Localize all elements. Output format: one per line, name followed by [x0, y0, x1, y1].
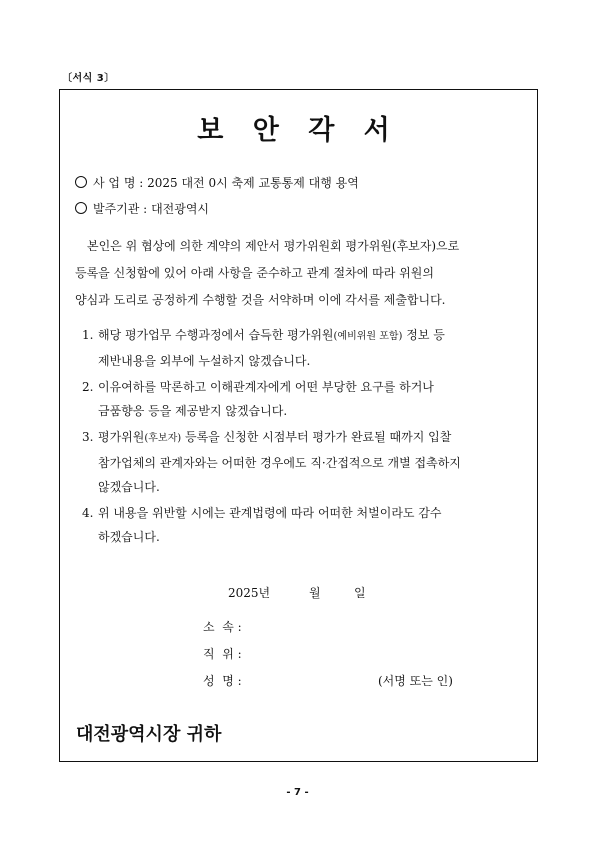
agency-label: 발주기관 : — [93, 202, 148, 216]
agency-row — [75, 200, 209, 217]
circle-bullet-icon — [75, 176, 87, 188]
pledge-items-list — [82, 323, 522, 551]
date-day: 일 — [354, 586, 366, 600]
item-number: 3. — [82, 430, 94, 444]
item-text-small: (예비위원 포함) — [333, 331, 403, 342]
item-text: 해당 평가업무 수행과정에서 습득한 평가위원 — [98, 328, 334, 342]
item-text: 않겠습니다. — [98, 480, 160, 494]
position-label: 직 위 : — [203, 647, 242, 661]
item-number: 1. — [82, 328, 94, 342]
item-text: 제반내용을 외부에 누설하지 않겠습니다. — [98, 354, 311, 368]
intro-line: 등록을 신청함에 있어 아래 사항을 준수하고 관계 절차에 따라 위원의 — [75, 266, 434, 280]
item-text-small: (후보자) — [144, 433, 182, 444]
item-text: 금품향응 등을 제공받지 않겠습니다. — [98, 404, 288, 418]
item-text: 등록을 신청한 시점부터 평가가 완료될 때까지 입찰 — [181, 430, 452, 444]
page-number: - 7 - — [286, 787, 309, 798]
item-text: 정보 등 — [402, 328, 445, 342]
addressee: 대전광역시장 귀하 — [76, 724, 222, 745]
pledge-item-4 — [82, 501, 522, 549]
circle-bullet-icon — [75, 202, 87, 214]
agency-value: 대전광역시 — [151, 202, 210, 216]
document-title: 보 안 각 서 — [197, 115, 400, 146]
item-text: 평가위원 — [98, 430, 145, 444]
pledge-item-3 — [82, 425, 522, 499]
intro-line: 양심과 도리로 공정하게 수행할 것을 서약하며 이에 각서를 제출합니다. — [75, 293, 446, 307]
date-month: 월 — [309, 586, 321, 600]
pledge-item-2 — [82, 375, 522, 423]
intro-paragraph — [75, 233, 525, 314]
project-value: 2025 대전 0시 축제 교통통제 대행 용역 — [147, 176, 359, 190]
item-text: 위 내용을 위반할 시에는 관계법령에 따라 어떠한 처벌이라도 감수 — [98, 506, 442, 520]
project-name-row — [75, 174, 359, 191]
sign-hint — [378, 672, 453, 689]
item-number: 2. — [82, 380, 94, 394]
date-year: 2025년 — [228, 586, 271, 600]
item-text: 하겠습니다. — [98, 530, 160, 544]
item-text: 참가업체의 관계자와는 어떠한 경우에도 직·간접적으로 개별 접촉하지 — [98, 456, 461, 470]
pledge-document-frame — [59, 89, 538, 762]
affiliation-label: 소 속 : — [203, 620, 242, 634]
name-label: 성 명 : — [203, 674, 242, 688]
project-label: 사 업 명 : — [93, 176, 144, 190]
pledge-item-1 — [82, 323, 522, 373]
form-number-tag: 〔서식 3〕 — [62, 73, 115, 84]
intro-line: 본인은 위 협상에 의한 계약의 제안서 평가위원회 평가위원(후보자)으로 — [87, 239, 460, 253]
sign-hint-text: (서명 또는 인) — [378, 674, 453, 688]
item-number: 4. — [82, 506, 94, 520]
item-text: 이유여하를 막론하고 이해관계자에게 어떤 부당한 요구를 하거나 — [98, 380, 434, 394]
